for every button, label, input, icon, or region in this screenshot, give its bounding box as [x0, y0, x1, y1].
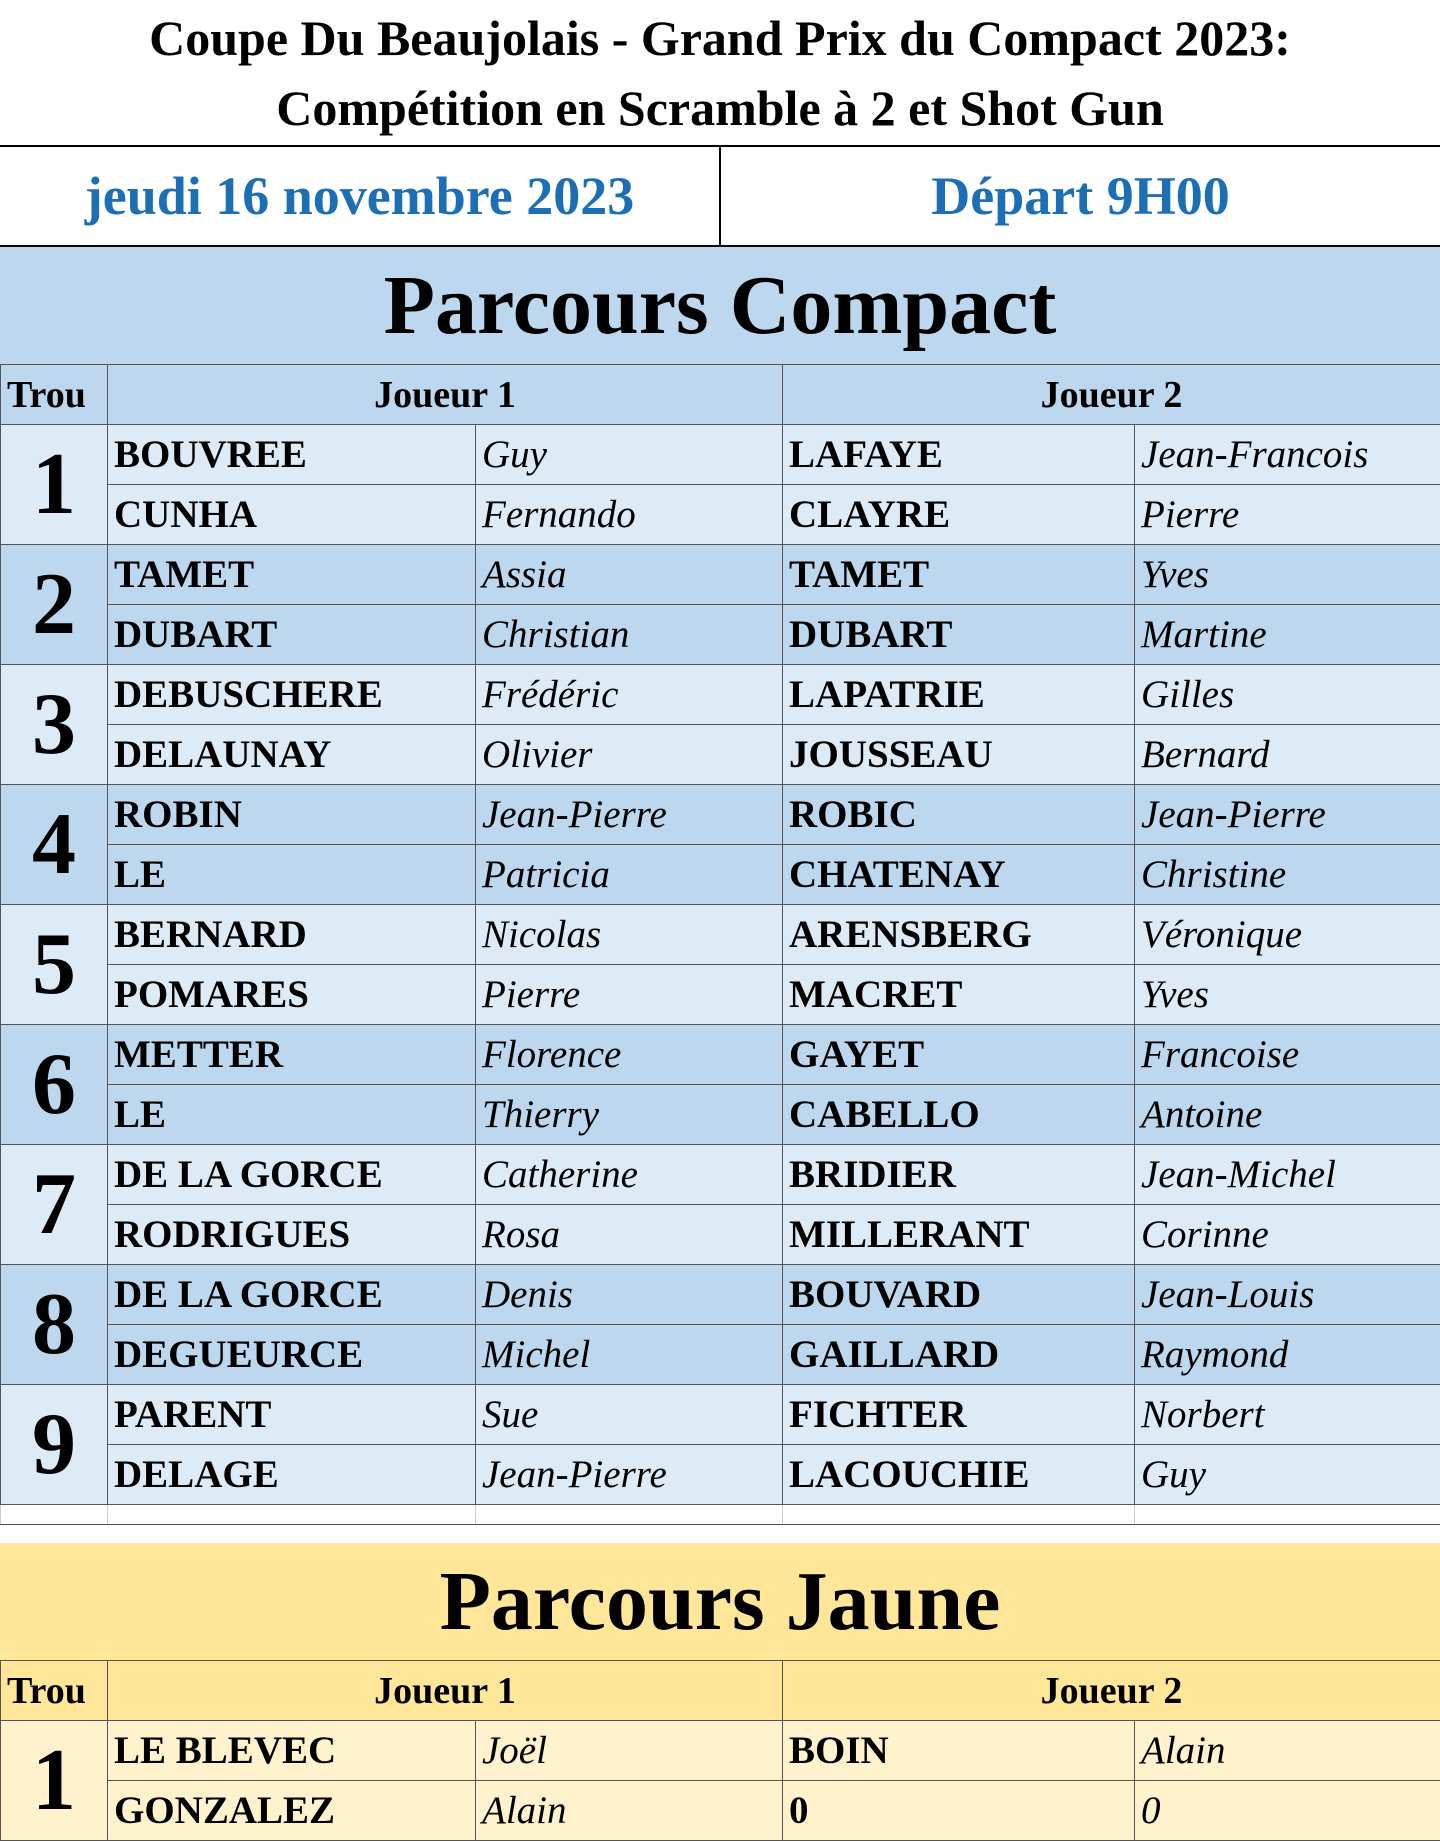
player1-first-name: Assia [476, 545, 783, 605]
player1-last-name: POMARES [108, 965, 476, 1025]
player2-last-name: ROBIC [783, 785, 1135, 845]
hole-number: 1 [1, 425, 108, 545]
table-row [1, 1781, 1440, 1841]
player2-first-name: 0 [1135, 1781, 1440, 1841]
player1-first-name: Olivier [476, 725, 783, 785]
player1-last-name: LE [108, 1085, 476, 1145]
player1-last-name: DE LA GORCE [108, 1265, 476, 1325]
hole-number: 9 [1, 1385, 108, 1505]
player1-last-name: DUBART [108, 605, 476, 665]
player1-last-name: GONZALEZ [108, 1781, 476, 1841]
hole-number: 1 [1, 1721, 108, 1841]
event-date: jeudi 16 novembre 2023 [0, 147, 721, 245]
spacer-cell [108, 1505, 476, 1525]
player2-first-name: Yves [1135, 545, 1440, 605]
parcours-compact-section [0, 247, 1440, 1525]
table-row [1, 1205, 1440, 1265]
title-line-2: Compétition en Scramble à 2 et Shot Gun [276, 73, 1164, 143]
player2-last-name: GAYET [783, 1025, 1135, 1085]
player1-first-name: Frédéric [476, 665, 783, 725]
player2-first-name: Jean-Louis [1135, 1265, 1440, 1325]
spacer-cell [1, 1505, 108, 1525]
player2-last-name: GAILLARD [783, 1325, 1135, 1385]
player2-first-name: Martine [1135, 605, 1440, 665]
table-header-row [1, 1661, 1440, 1721]
player2-last-name: 0 [783, 1781, 1135, 1841]
player1-last-name: DE LA GORCE [108, 1145, 476, 1205]
table-row [1, 1721, 1440, 1781]
player2-last-name: LAFAYE [783, 425, 1135, 485]
table-row [1, 905, 1440, 965]
table-row [1, 1085, 1440, 1145]
table-row [1, 845, 1440, 905]
table-row [1, 1145, 1440, 1205]
player1-first-name: Guy [476, 425, 783, 485]
player2-first-name: Raymond [1135, 1325, 1440, 1385]
player2-first-name: Pierre [1135, 485, 1440, 545]
table-row [1, 425, 1440, 485]
player2-first-name: Antoine [1135, 1085, 1440, 1145]
header-joueur2: Joueur 2 [783, 1661, 1440, 1721]
table-row [1, 1025, 1440, 1085]
player2-first-name: Alain [1135, 1721, 1440, 1781]
section-gap [0, 1525, 1440, 1543]
hole-number: 5 [1, 905, 108, 1025]
player2-first-name: Yves [1135, 965, 1440, 1025]
table-row [1, 605, 1440, 665]
section-title-compact: Parcours Compact [0, 247, 1440, 364]
player1-last-name: BERNARD [108, 905, 476, 965]
spacer-cell [476, 1505, 783, 1525]
player1-first-name: Pierre [476, 965, 783, 1025]
hole-number: 2 [1, 545, 108, 665]
table-row [1, 965, 1440, 1025]
player2-last-name: MILLERANT [783, 1205, 1135, 1265]
player1-first-name: Catherine [476, 1145, 783, 1205]
date-row [0, 147, 1440, 247]
table-row [1, 485, 1440, 545]
table-row [1, 665, 1440, 725]
player2-first-name: Norbert [1135, 1385, 1440, 1445]
header-joueur1: Joueur 1 [108, 1661, 783, 1721]
table-row [1, 785, 1440, 845]
header-trou: Trou [1, 365, 108, 425]
player2-last-name: ARENSBERG [783, 905, 1135, 965]
player1-last-name: RODRIGUES [108, 1205, 476, 1265]
page-header [0, 0, 1440, 147]
player1-last-name: LE [108, 845, 476, 905]
player1-first-name: Florence [476, 1025, 783, 1085]
player2-last-name: TAMET [783, 545, 1135, 605]
player2-first-name: Jean-Francois [1135, 425, 1440, 485]
player1-last-name: TAMET [108, 545, 476, 605]
player1-first-name: Fernando [476, 485, 783, 545]
table-row [1, 1265, 1440, 1325]
player1-first-name: Rosa [476, 1205, 783, 1265]
player1-last-name: PARENT [108, 1385, 476, 1445]
table-row [1, 1445, 1440, 1505]
player1-first-name: Michel [476, 1325, 783, 1385]
player2-first-name: Jean-Michel [1135, 1145, 1440, 1205]
player1-first-name: Jean-Pierre [476, 785, 783, 845]
table-row [1, 725, 1440, 785]
player2-last-name: MACRET [783, 965, 1135, 1025]
hole-number: 7 [1, 1145, 108, 1265]
player1-last-name: CUNHA [108, 485, 476, 545]
player1-last-name: DELAUNAY [108, 725, 476, 785]
player1-last-name: LE BLEVEC [108, 1721, 476, 1781]
table-row [1, 1385, 1440, 1445]
hole-number: 3 [1, 665, 108, 785]
spacer-cell [1135, 1505, 1440, 1525]
parcours-jaune-section [0, 1543, 1440, 1841]
player1-first-name: Alain [476, 1781, 783, 1841]
player2-last-name: CHATENAY [783, 845, 1135, 905]
player2-first-name: Gilles [1135, 665, 1440, 725]
header-joueur1: Joueur 1 [108, 365, 783, 425]
player1-first-name: Denis [476, 1265, 783, 1325]
start-time: Départ 9H00 [721, 147, 1440, 245]
player1-last-name: DEBUSCHERE [108, 665, 476, 725]
player2-last-name: LAPATRIE [783, 665, 1135, 725]
player1-last-name: BOUVREE [108, 425, 476, 485]
header-joueur2: Joueur 2 [783, 365, 1440, 425]
player1-last-name: DELAGE [108, 1445, 476, 1505]
player2-last-name: CLAYRE [783, 485, 1135, 545]
player1-first-name: Joël [476, 1721, 783, 1781]
player2-first-name: Christine [1135, 845, 1440, 905]
player2-last-name: CABELLO [783, 1085, 1135, 1145]
hole-number: 6 [1, 1025, 108, 1145]
player2-last-name: BOUVARD [783, 1265, 1135, 1325]
player1-first-name: Nicolas [476, 905, 783, 965]
jaune-table [0, 1660, 1440, 1841]
player2-first-name: Véronique [1135, 905, 1440, 965]
player1-last-name: ROBIN [108, 785, 476, 845]
compact-table [0, 364, 1440, 1525]
player1-first-name: Christian [476, 605, 783, 665]
player2-first-name: Jean-Pierre [1135, 785, 1440, 845]
player2-last-name: DUBART [783, 605, 1135, 665]
table-row [1, 545, 1440, 605]
header-trou: Trou [1, 1661, 108, 1721]
player2-first-name: Corinne [1135, 1205, 1440, 1265]
player1-first-name: Sue [476, 1385, 783, 1445]
section-title-jaune: Parcours Jaune [0, 1543, 1440, 1660]
player2-last-name: BRIDIER [783, 1145, 1135, 1205]
hole-number: 4 [1, 785, 108, 905]
player1-first-name: Thierry [476, 1085, 783, 1145]
player2-last-name: JOUSSEAU [783, 725, 1135, 785]
player2-first-name: Guy [1135, 1445, 1440, 1505]
player1-first-name: Jean-Pierre [476, 1445, 783, 1505]
spacer-row [1, 1505, 1440, 1525]
player1-last-name: DEGUEURCE [108, 1325, 476, 1385]
table-header-row [1, 365, 1440, 425]
player2-first-name: Bernard [1135, 725, 1440, 785]
player1-first-name: Patricia [476, 845, 783, 905]
hole-number: 8 [1, 1265, 108, 1385]
player2-last-name: FICHTER [783, 1385, 1135, 1445]
player2-last-name: BOIN [783, 1721, 1135, 1781]
player2-last-name: LACOUCHIE [783, 1445, 1135, 1505]
table-row [1, 1325, 1440, 1385]
player1-last-name: METTER [108, 1025, 476, 1085]
player2-first-name: Francoise [1135, 1025, 1440, 1085]
title-line-1: Coupe Du Beaujolais - Grand Prix du Compact 2023: [149, 3, 1291, 73]
spacer-cell [783, 1505, 1135, 1525]
